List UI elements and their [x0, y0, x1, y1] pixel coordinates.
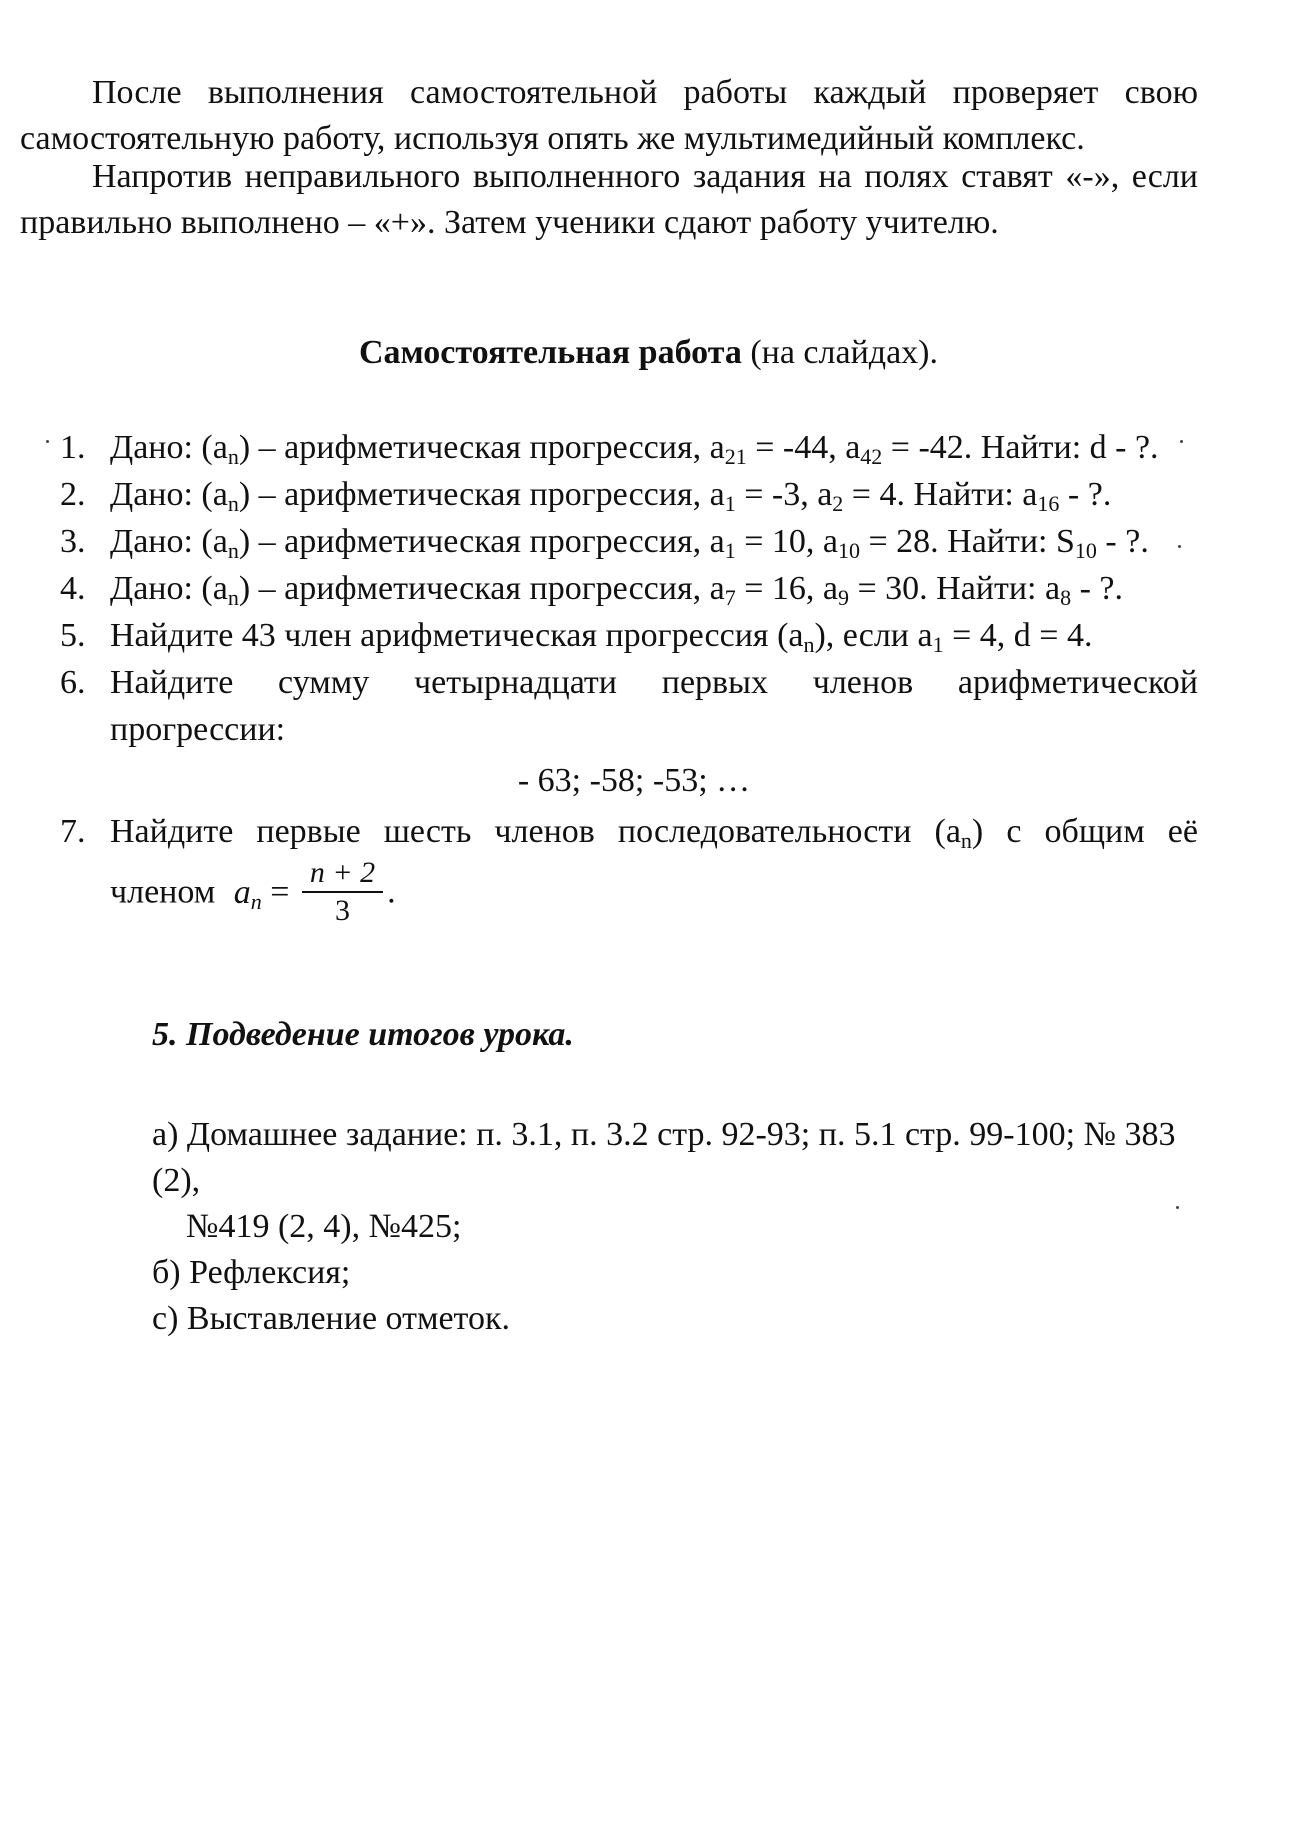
scan-speck [1180, 440, 1183, 443]
task-item-3: 3. Дано: $(a_n)$ – арифметическая прогрессия, $a_1 = 10$, $a_{10} = 28$. Найти: $S_{10}$ - ?. [60, 523, 1149, 563]
lesson-summary-list [152, 1112, 1198, 1342]
fraction-numerator: n + 2 [302, 855, 383, 893]
homework-line-2: (2), [152, 1162, 201, 1199]
homework-line-1: а) Домашнее задание: п. 3.1, п. 3.2 стр. 92-93; п. 5.1 стр. 99-100; № 383 [152, 1116, 1176, 1153]
reflection-item: б) Рефлексия; [152, 1254, 351, 1291]
worksheet-heading-bold: Самостоятельная работа [359, 334, 742, 371]
task-item-1: 1. Дано: $(a_n)$ – арифметическая прогрессия, $a_{21} = -44$, $a_{42} = -42$. Найти: d - ?. [60, 429, 1159, 469]
fraction-denominator: 3 [335, 894, 351, 927]
scan-speck [1176, 1206, 1179, 1209]
homework-line-3: №419 (2, 4), №425; [186, 1208, 462, 1245]
sequence-values: - 63; -58; -53; … [517, 762, 751, 799]
task-item-6: 6. Найдите сумму четырнадцати первых членов арифметической прогрессии: - 63; -58; -53; … [60, 659, 1198, 804]
task-item-2: 2. Дано: $(a_n)$ – арифметическая прогрессия, $a_1 = -3$, $a_2 = 4$. Найти: $a_{16}$ - ?. [60, 476, 1112, 516]
task-item-5: 5. Найдите 43 член арифметическая прогрессия $(a_n)$, если $a_1 = 4$, d = 4. [60, 617, 1093, 657]
scan-speck [1178, 545, 1181, 548]
general-term-formula: членом $a_n$ = $\frac{n + 2}{3}$ . [110, 856, 396, 927]
task-item-4: 4. Дано: $(a_n)$ – арифметическая прогрессия, $a_7 = 16$, $a_9 = 30$. Найти: $a_8$ - ?. [60, 570, 1123, 610]
task-list [60, 424, 1198, 945]
intro-paragraph-2: Напротив неправильного выполненного задания на полях ставят «-», если правильно выполнено – «+». Затем ученики сдают работу учителю. [20, 158, 1198, 241]
grading-item: с) Выставление отметок. [152, 1300, 510, 1337]
worksheet-heading [0, 330, 1297, 376]
section-title-summary: 5. Подведение итогов урока. [152, 1016, 574, 1053]
intro-paragraph-1: После выполнения самостоятельной работы каждый проверяет свою самостоятельную работу, используя опять же мультимедийный комплекс. [20, 74, 1198, 157]
worksheet-heading-normal: (на слайдах). [741, 334, 938, 371]
fraction [302, 855, 383, 929]
task-item-7: 7. Найдите первые шесть членов последовательности $(a_n)$ с общим её членом $a_n$ = $\frac{n + 2}{3}$ . [60, 808, 1198, 945]
scan-speck [46, 440, 49, 443]
